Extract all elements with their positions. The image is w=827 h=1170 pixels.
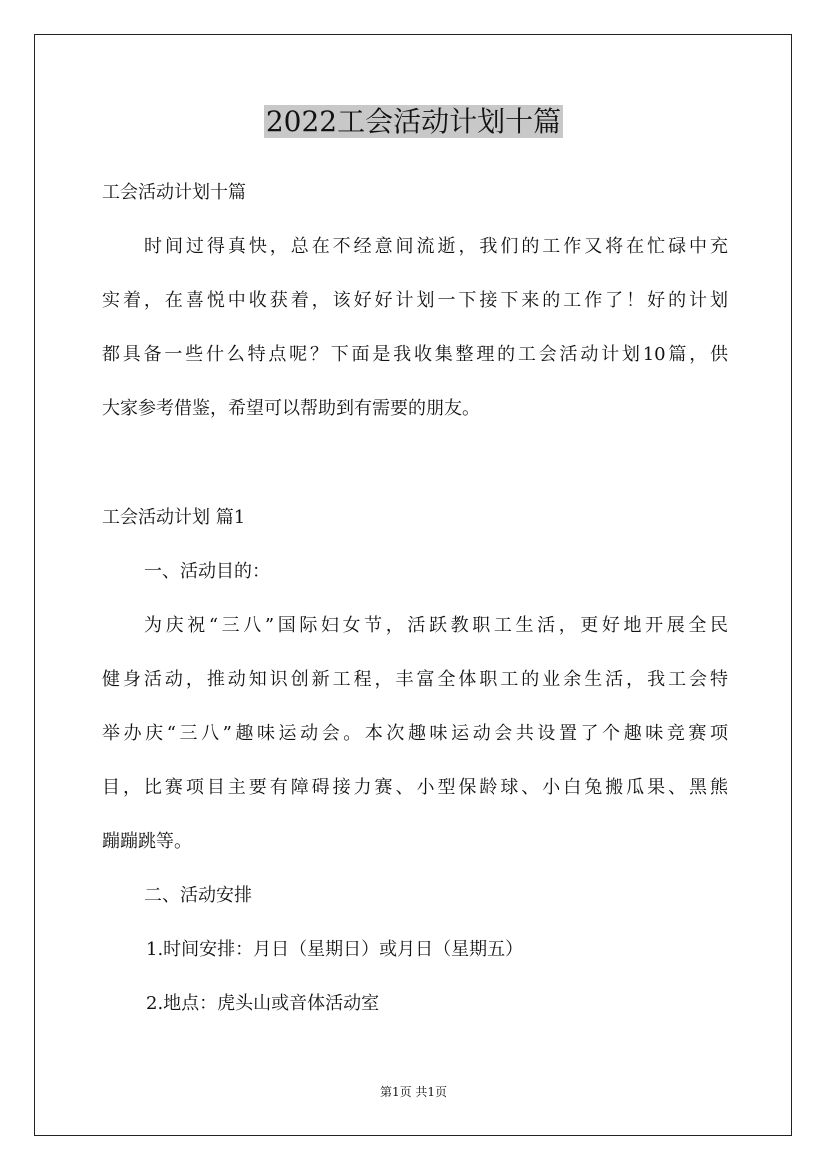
document-title-text: 2022工会活动计划十篇 (265, 105, 562, 138)
part1-heading: 一、活动目的： (144, 561, 270, 582)
part1-line-3: 举办庆“三八”趣味运动会。本次趣味运动会共设置了个趣味竞赛项 (102, 723, 728, 744)
intro-line-4: 大家参考借鉴，希望可以帮助到有需要的朋友。 (102, 398, 480, 419)
intro-line-2: 实着，在喜悦中收获着，该好好计划一下接下来的工作了！好的计划 (102, 290, 728, 311)
intro-line-3: 都具备一些什么特点呢？下面是我收集整理的工会活动计划10篇，供 (102, 344, 728, 365)
document-title (0, 100, 827, 144)
part1-line-1: 为庆祝“三八”国际妇女节，活跃教职工生活，更好地开展全民 (144, 615, 728, 636)
heading: 工会活动计划十篇 (102, 182, 246, 203)
page-footer: 第1页 共1页 (379, 1085, 448, 1099)
part1-line-4: 目，比赛项目主要有障碍接力赛、小型保龄球、小白兔搬瓜果、黑熊 (102, 777, 728, 798)
section-title: 工会活动计划 篇1 (102, 507, 246, 528)
part1-line-2: 健身活动，推动知识创新工程，丰富全体职工的业余生活，我工会特 (102, 669, 728, 690)
part2-item-2: 2.地点：虎头山或音体活动室 (146, 993, 380, 1014)
part2-item-1: 1.时间安排：月日（星期日）或月日（星期五） (146, 939, 524, 960)
part2-heading: 二、活动安排 (144, 885, 252, 906)
intro-line-1: 时间过得真快，总在不经意间流逝，我们的工作又将在忙碌中充 (144, 236, 728, 257)
part1-line-5: 蹦蹦跳等。 (102, 831, 192, 852)
